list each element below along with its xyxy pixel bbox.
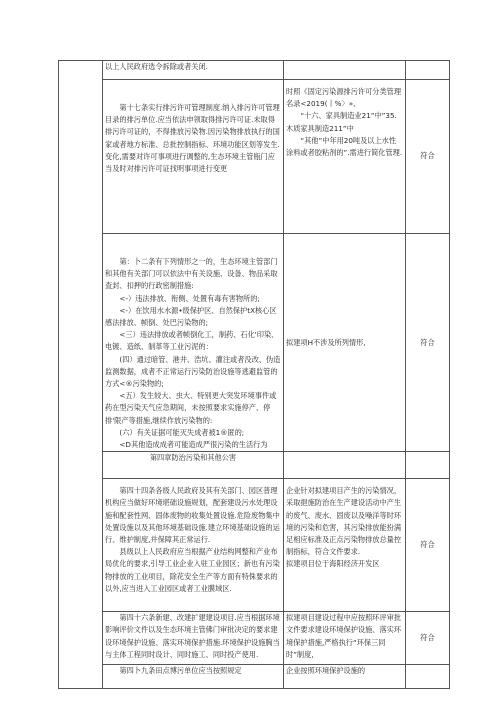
project-cell: [284, 61, 406, 80]
result-text: 符合: [420, 151, 435, 161]
project-text: 时照《固定污染源排污许可分类管理名录<2019(丨%〉»、: [286, 87, 402, 109]
result-cell: [406, 612, 450, 665]
project-cell: [284, 665, 406, 689]
table-row: [59, 61, 450, 80]
section-heading: 第四章防治污染和其他公害: [149, 453, 237, 463]
regulation-text: 第四十四条各级人民政府及其有关部门、园区普理机构应当做好环境堪础设施规划，配套建设污水处理设施和配套性网、固体废物的收集处置设施.危险废物集中处置设施以及其他环境基础设施.建立环境基础设施的运行、维护制度,并保障其正常运行.: [105, 486, 280, 545]
table-row: [59, 452, 450, 479]
regulation-cell: [103, 479, 284, 612]
regulation-text: (四）通过暗管、港井、浩坑、灌注或者没改、伪造监测数据，成者不正常运行污染防治设施等逃避监管的方式<®污染物的;: [105, 354, 281, 389]
regulation-text: <三）违法排放或者帧倒化工，制药、石化'印染、电镀、造纸、制革等工业污泥的：: [105, 330, 279, 352]
regulation-cell: [103, 665, 284, 689]
regulation-text: <D其他造成成者可能造成严很污染的生活行为: [119, 440, 268, 450]
project-cell: [284, 479, 406, 612]
result-text: 符合: [420, 540, 435, 550]
regulation-cell: [103, 234, 284, 452]
result-cell: [406, 665, 450, 689]
regulation-text: 第：卜二条有下列情形之一的，生态环境主管部门和其他有关部门可以依法中有关设施、设备、物品采取査封、扣押的行政密制措施:: [105, 257, 278, 291]
regulation-text: <五）发生较大、虫大、特别更大突发环境事件或药在型污染天气应急期间，未按照要求实施停产、停排'限产等措施,继续作放污染物的:: [105, 391, 277, 425]
project-cell: [284, 234, 406, 452]
result-cell: [406, 452, 450, 479]
project-text: “其他”中年用20吨及以上水性涂料或者胶粘剂的”.需进行简化管理.: [286, 135, 403, 158]
project-text: 拟建项目位于海阳经济开发区: [286, 559, 380, 569]
project-cell: [284, 80, 406, 234]
result-text: 符合: [420, 337, 435, 347]
project-text: “十六、家具制造业21”中”35.木质家具制造211”中: [286, 111, 397, 133]
regulation-text: <-）违法排放、衔侧、处置有毒有害物所的;: [119, 293, 260, 303]
regulation-cell: [103, 80, 284, 234]
section-heading-cell: [103, 452, 284, 479]
regulation-text: 第四卜九条田点博污单位应当按照规定: [119, 666, 242, 676]
project-text: 拟建项目建设过程中应按照环评审批文件要求建设环境保护设施、落实环境保护措施,严格执行“环保三同时”制度,: [286, 613, 402, 659]
regulation-text: 以上人民政府选令拆除或者关闭.: [105, 62, 208, 71]
project-text: 企业针对拟建项目产生的污染情况，采取挹施防治在生产建设活动中产生的废气、废水、固废以及噪洋等时环境的污染和危害，其污染排放能扮满足相应标准及正点污染物排放总量控制指标，符合文件要求.: [286, 486, 402, 557]
table-row: [59, 80, 450, 234]
result-cell: [406, 479, 450, 612]
result-text: 符合: [420, 633, 435, 643]
table-row: [59, 479, 450, 612]
project-text: 企业按照环境保护设施的: [286, 666, 366, 676]
regulation-text: 第四十六条新建、改建扩建建设项目.应当根据环境影响评价文件以及生态环境主管佛门审批决定的要求建设环境保护设施、落实环境保护措施.环境保护设施胸当与主体工程同时设计、同时施工、同时投产使用.: [105, 613, 280, 659]
document-table: [58, 60, 450, 689]
regulation-cell: [103, 61, 284, 80]
result-cell: [406, 61, 450, 80]
table-row: [59, 665, 450, 689]
regulation-cell: [103, 612, 284, 665]
regulation-text: 县级以上人民政府应当根据产业结构网整和产业布局优化的要求,引导工业企业入驻工业园区；新也有污染物排放的工业项目，除花安全生产等方面有特侏要求的以外,应当进入工业园区或者工业膜域区.: [105, 547, 280, 593]
result-cell: [406, 80, 450, 234]
project-text: 拟建项H不涉及所列情形,: [286, 337, 366, 347]
table-row: [59, 612, 450, 665]
category-cell: [59, 61, 103, 689]
regulation-text: (六）有关证据可能灭失成者被1®匿的;: [119, 427, 245, 437]
table-row: [59, 234, 450, 452]
project-cell: [284, 612, 406, 665]
project-cell: [284, 452, 406, 479]
regulation-text: <-）在饮用水水源•级保护区、自然保护tX核心区感法排放、帧倒、处巴污染物的;: [105, 305, 277, 328]
result-cell: [406, 234, 450, 452]
regulation-text: 第十七条实行排污许可管理制度.纳入排污许可管理目录的排污单位.应当依法申领取得排污许可证.未取得排污许可证的，不得推放污染物.因污染物排放执行的国家或者地方标准、总批控制指标、环境功能区划等发生.变化,需要对许可事项进行调整的,生态环境主管瓶门应当及时对排污许可证找明事项进行变更: [105, 103, 280, 174]
